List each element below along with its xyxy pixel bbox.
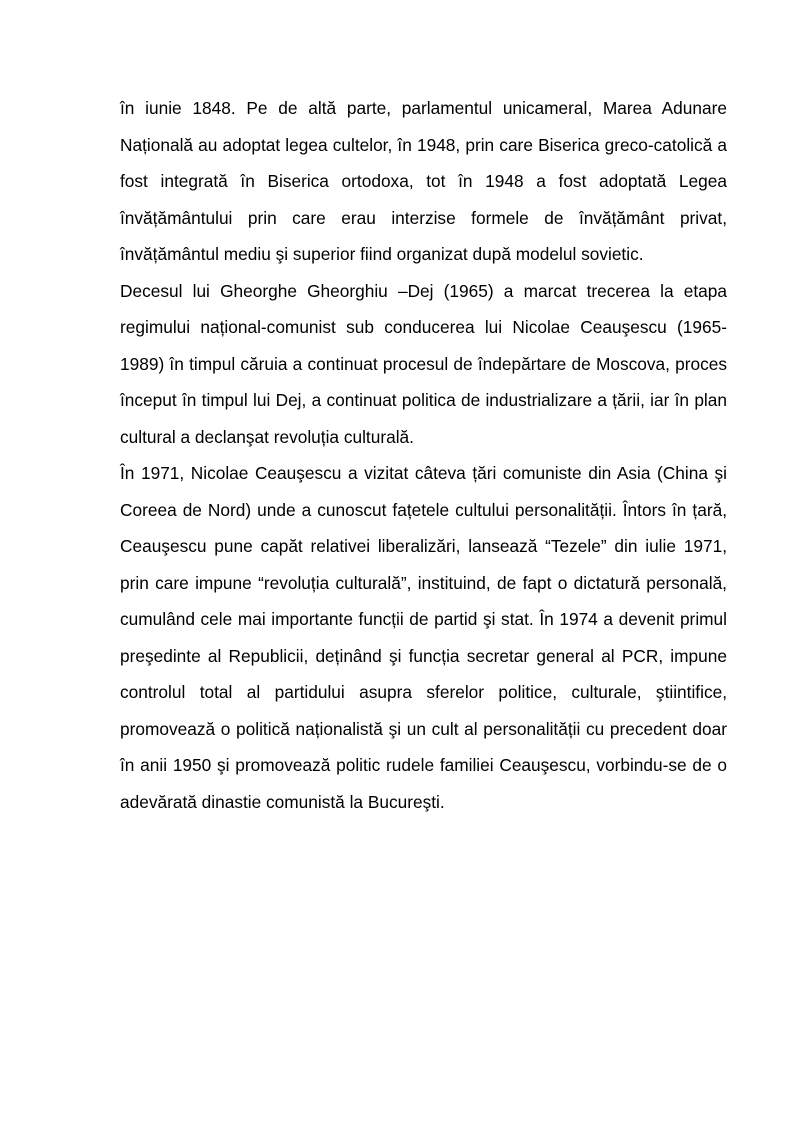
body-text (120, 90, 727, 820)
paragraph-1: în iunie 1848. Pe de altă parte, parlamentul unicameral, Marea Adunare Națională au adoptat legea cultelor, în 1948, prin care Biserica greco-catolică a fost integrată în Biserica ortodoxa, tot în 1948 a fost adoptată Legea învățământului prin care erau interzise formele de învățământ privat, învățământul mediu şi superior fiind organizat după modelul sovietic. (120, 98, 727, 264)
paragraph-2: Decesul lui Gheorghe Gheorghiu –Dej (1965) a marcat trecerea la etapa regimului național-comunist sub conducerea lui Nicolae Ceauşescu (1965-1989) în timpul căruia a continuat procesul de îndepărtare de Moscova, proces început în timpul lui Dej, a continuat politica de industrializare a țării, iar în plan cultural a declanşat revoluția culturală. (120, 280, 727, 447)
paragraph-3: În 1971, Nicolae Ceauşescu a vizitat câteva țări comuniste din Asia (China şi Coreea de Nord) unde a cunoscut fațetele cultului personalității. Întors în țară, Ceauşescu pune capăt relativei liberalizări, lansează “Tezele” din iulie 1971, prin care impune “revoluția culturală”, instituind, de fapt o dictatură personală, cumulând cele mai importante funcții de partid şi stat. În 1974 a devenit primul preşedinte al Republicii, deținând şi funcția secretar general al PCR, impune controlul total al partidului asupra sferelor politice, culturale, ştiintifice, promovează o politică naționalistă şi un cult al personalității cu precedent doar în anii 1950 şi promovează politic rudele familiei Ceauşescu, vorbindu-se de o adevărată dinastie comunistă la Bucureşti. (120, 463, 727, 812)
